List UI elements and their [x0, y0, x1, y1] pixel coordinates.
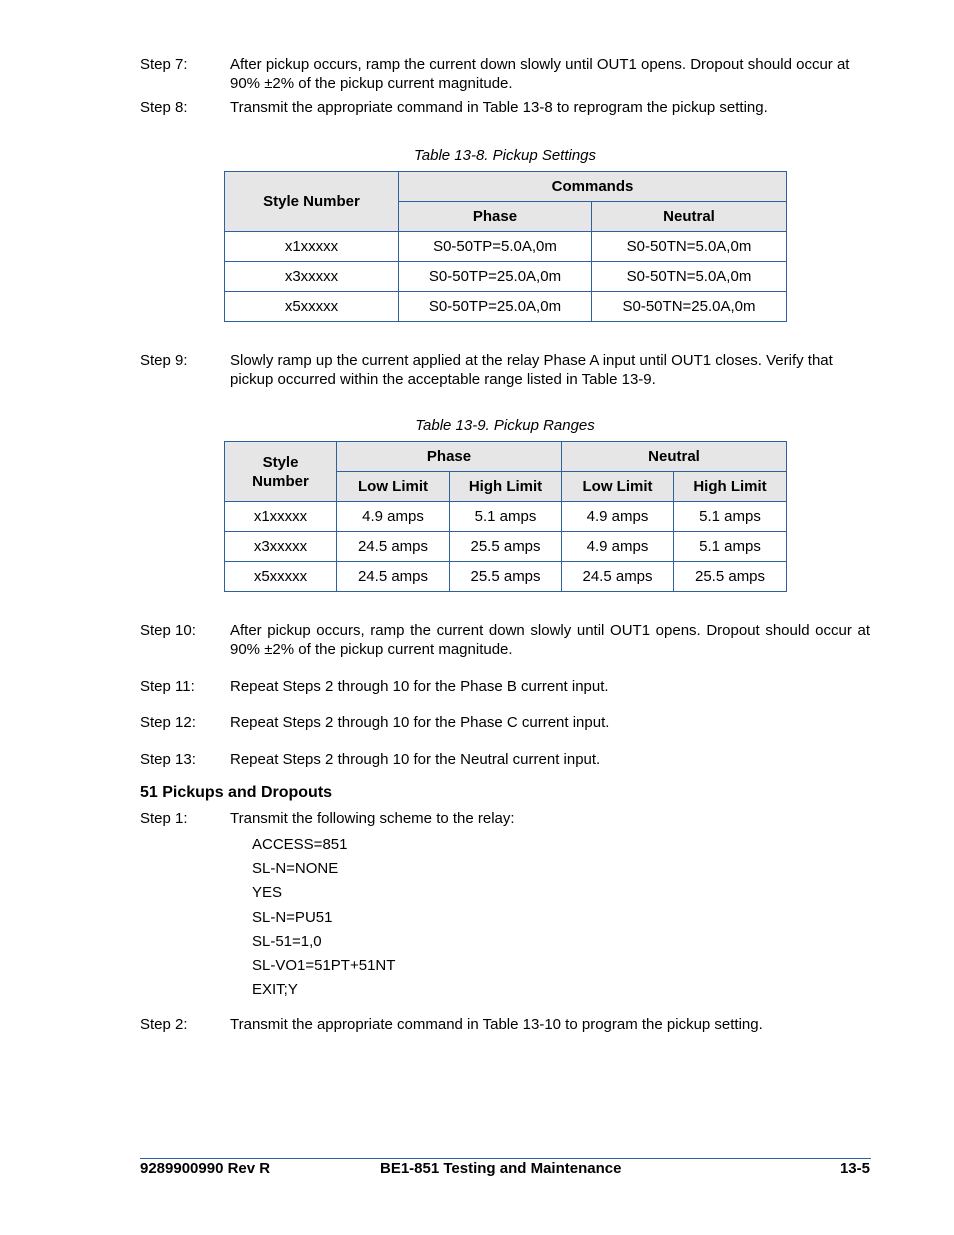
- cell: x1xxxxx: [225, 232, 399, 262]
- scheme-line: YES: [252, 884, 283, 902]
- col-header-phase: Phase: [337, 442, 562, 472]
- footer-doc-title: BE1-851 Testing and Maintenance: [380, 1160, 622, 1177]
- step-13: [140, 750, 870, 769]
- scheme-line: SL-51=1,0: [252, 932, 322, 950]
- step-10: [140, 621, 870, 659]
- cell: 24.5 amps: [337, 562, 450, 592]
- scheme-line: ACCESS=851: [252, 836, 348, 853]
- scheme-line: EXIT;Y: [252, 981, 298, 999]
- cell: S0-50TP=25.0A,0m: [399, 262, 592, 292]
- table-row: [225, 292, 787, 322]
- step-text: Repeat Steps 2 through 10 for the Phase C current input.: [230, 714, 610, 731]
- scheme-line: SL-N=PU51: [252, 908, 333, 926]
- step-label: Step 11:: [140, 678, 195, 695]
- col-header-commands: Commands: [399, 172, 787, 202]
- step-label: Step 9:: [140, 352, 188, 369]
- step-8: [140, 98, 870, 117]
- cell: x1xxxxx: [225, 502, 337, 532]
- scheme-code-block: [252, 833, 395, 1002]
- step-text: Transmit the appropriate command in Table 13-8 to reprogram the pickup setting.: [230, 99, 768, 116]
- step-9: [140, 351, 870, 389]
- pickup-ranges-table: [224, 441, 787, 592]
- cell: x3xxxxx: [225, 532, 337, 562]
- col-header-neutral: Neutral: [592, 202, 787, 232]
- step-text: After pickup occurs, ramp the current down slowly until OUT1 opens. Dropout should occur at 90% ±2% of the pickup current magnitude.: [230, 56, 850, 92]
- cell: 25.5 amps: [450, 562, 562, 592]
- cell: x5xxxxx: [225, 292, 399, 322]
- scheme-line: SL-N=NONE: [252, 860, 339, 878]
- footer-doc-number: 9289900990 Rev R: [140, 1160, 271, 1177]
- header-line: Style: [262, 453, 299, 471]
- step-text: Repeat Steps 2 through 10 for the Neutral current input.: [230, 751, 601, 768]
- scheme-line: SL-VO1=51PT+51NT: [252, 957, 396, 975]
- cell: S0-50TN=5.0A,0m: [592, 262, 787, 292]
- step-label: Step 2:: [140, 1016, 188, 1033]
- table-row: [225, 262, 787, 292]
- col-header-style-number: Style Number: [225, 172, 399, 232]
- table-caption: Table 13-8. Pickup Settings: [413, 147, 597, 164]
- cell: 25.5 amps: [450, 532, 562, 562]
- step-text: Repeat Steps 2 through 10 for the Phase B current input.: [230, 678, 609, 695]
- step-12: [140, 713, 870, 732]
- cell: S0-50TN=25.0A,0m: [592, 292, 787, 322]
- cell: S0-50TP=5.0A,0m: [399, 232, 592, 262]
- step-text: Transmit the appropriate command in Table 13-10 to program the pickup setting.: [230, 1016, 763, 1033]
- cell: 5.1 amps: [674, 532, 787, 562]
- step-label: Step 7:: [140, 56, 188, 73]
- footer-page-number: 13-5: [839, 1160, 870, 1177]
- step-label: Step 12:: [140, 714, 196, 731]
- col-header-high-limit: High Limit: [674, 472, 787, 502]
- table-row: [225, 232, 787, 262]
- step-text: Slowly ramp up the current applied at the relay Phase A input until OUT1 closes. Verify that pickup occurred within the acceptable range listed in Table 13-9.: [230, 352, 833, 388]
- step-label: Step 1:: [140, 810, 188, 827]
- step-11: [140, 677, 870, 696]
- header-line: Number: [252, 472, 309, 490]
- col-header-neutral: Neutral: [562, 442, 787, 472]
- cell: x5xxxxx: [225, 562, 337, 592]
- step-label: Step 10:: [140, 622, 196, 639]
- cell: 4.9 amps: [562, 532, 674, 562]
- pickup-settings-table: [224, 171, 787, 322]
- cell: S0-50TN=5.0A,0m: [592, 232, 787, 262]
- col-header-style-number: [225, 442, 337, 502]
- step-text: Transmit the following scheme to the relay:: [230, 810, 515, 827]
- table-row: [225, 562, 787, 592]
- table-caption: Table 13-9. Pickup Ranges: [415, 417, 595, 434]
- section-step-1: [140, 809, 870, 828]
- cell: 24.5 amps: [337, 532, 450, 562]
- table-row: [225, 502, 787, 532]
- cell: 4.9 amps: [562, 502, 674, 532]
- cell: x3xxxxx: [225, 262, 399, 292]
- cell: 4.9 amps: [337, 502, 450, 532]
- step-label: Step 8:: [140, 99, 188, 116]
- step-7: [140, 55, 870, 93]
- col-header-low-limit: Low Limit: [562, 472, 674, 502]
- table-row: [225, 532, 787, 562]
- step-text: After pickup occurs, ramp the current down slowly until OUT1 opens. Dropout should occur at 90% ±2% of the pickup current magnitude.: [230, 622, 870, 658]
- col-header-phase: Phase: [399, 202, 592, 232]
- cell: S0-50TP=25.0A,0m: [399, 292, 592, 322]
- cell: 5.1 amps: [450, 502, 562, 532]
- footer-divider: [140, 1158, 871, 1159]
- step-label: Step 13:: [140, 751, 196, 768]
- cell: 5.1 amps: [674, 502, 787, 532]
- section-step-2: [140, 1015, 870, 1034]
- cell: 24.5 amps: [562, 562, 674, 592]
- col-header-low-limit: Low Limit: [337, 472, 450, 502]
- cell: 25.5 amps: [674, 562, 787, 592]
- section-heading: 51 Pickups and Dropouts: [140, 784, 333, 801]
- col-header-high-limit: High Limit: [450, 472, 562, 502]
